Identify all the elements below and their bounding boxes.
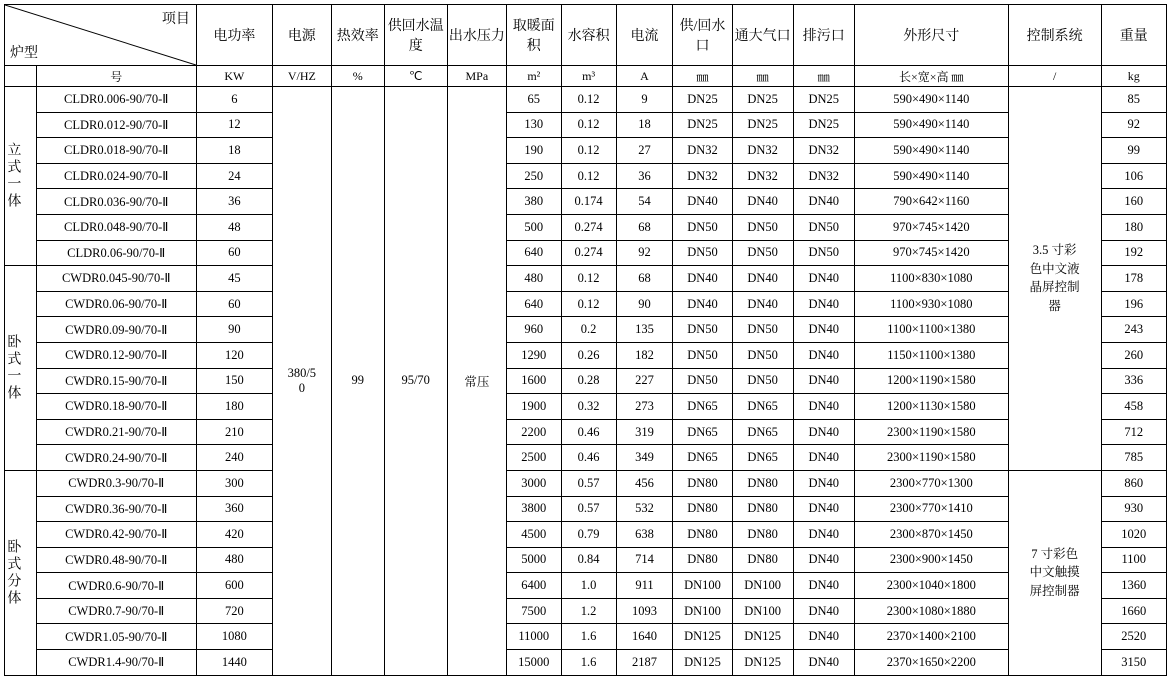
cell-weight: 92	[1101, 112, 1166, 138]
cell-heating-area: 2500	[506, 445, 561, 471]
cell-current: 18	[616, 112, 673, 138]
unit-efficiency: %	[331, 66, 384, 87]
cell-heating-area: 65	[506, 87, 561, 113]
table-row	[5, 394, 1167, 420]
cell-current: 911	[616, 573, 673, 599]
cell-air-vent: DN80	[732, 470, 793, 496]
cell-weight: 1020	[1101, 522, 1166, 548]
cell-heating-area: 15000	[506, 650, 561, 676]
cell-heating-area: 960	[506, 317, 561, 343]
cell-power: 120	[196, 342, 272, 368]
unit-air-vent: ㎜	[732, 66, 793, 87]
unit-current: A	[616, 66, 673, 87]
cell-dimensions: 590×490×1140	[854, 163, 1008, 189]
cell-weight: 180	[1101, 214, 1166, 240]
cell-water-port: DN80	[673, 547, 732, 573]
cell-water-port: DN32	[673, 138, 732, 164]
cell-water-port: DN50	[673, 342, 732, 368]
cell-heating-area: 250	[506, 163, 561, 189]
cell-model: CWDR0.42-90/70-Ⅱ	[36, 522, 196, 548]
table-row	[5, 240, 1167, 266]
table-row	[5, 266, 1167, 292]
cell-power: 360	[196, 496, 272, 522]
cell-dimensions: 590×490×1140	[854, 112, 1008, 138]
cell-water-port: DN40	[673, 189, 732, 215]
unit-water-volume: m³	[561, 66, 616, 87]
cell-weight: 1100	[1101, 547, 1166, 573]
cell-drain-port: DN32	[793, 138, 854, 164]
cell-air-vent: DN32	[732, 163, 793, 189]
unit-pressure: MPa	[447, 66, 506, 87]
table-row	[5, 650, 1167, 676]
cell-water-port: DN25	[673, 87, 732, 113]
cell-water-port: DN80	[673, 496, 732, 522]
cell-drain-port: DN40	[793, 470, 854, 496]
cell-water-volume: 1.0	[561, 573, 616, 599]
cell-air-vent: DN40	[732, 291, 793, 317]
table-row	[5, 547, 1167, 573]
header-drain-port: 排污口	[793, 5, 854, 66]
cell-drain-port: DN40	[793, 624, 854, 650]
table-row	[5, 189, 1167, 215]
cell-weight: 336	[1101, 368, 1166, 394]
cell-current: 182	[616, 342, 673, 368]
cell-dimensions: 970×745×1420	[854, 240, 1008, 266]
cell-model: CLDR0.006-90/70-Ⅱ	[36, 87, 196, 113]
cell-water-port: DN65	[673, 419, 732, 445]
cell-heating-area: 380	[506, 189, 561, 215]
cell-drain-port: DN40	[793, 189, 854, 215]
header-row-units	[5, 66, 1167, 87]
cell-heating-area: 3800	[506, 496, 561, 522]
specification-table	[4, 4, 1167, 676]
cell-water-port: DN50	[673, 317, 732, 343]
cell-power-supply: 380/5 0	[272, 87, 331, 676]
cell-weight: 85	[1101, 87, 1166, 113]
cell-drain-port: DN50	[793, 214, 854, 240]
cell-power: 12	[196, 112, 272, 138]
cell-water-volume: 0.84	[561, 547, 616, 573]
cell-water-volume: 0.12	[561, 266, 616, 292]
cell-heating-area: 190	[506, 138, 561, 164]
cell-current: 54	[616, 189, 673, 215]
cell-dimensions: 2300×1190×1580	[854, 419, 1008, 445]
cell-water-volume: 1.2	[561, 598, 616, 624]
cell-current: 319	[616, 419, 673, 445]
cell-weight: 785	[1101, 445, 1166, 471]
cell-power: 720	[196, 598, 272, 624]
cell-weight: 1660	[1101, 598, 1166, 624]
cell-power: 60	[196, 291, 272, 317]
cell-weight: 3150	[1101, 650, 1166, 676]
cell-drain-port: DN40	[793, 445, 854, 471]
cell-current: 36	[616, 163, 673, 189]
cell-water-port: DN25	[673, 112, 732, 138]
cell-dimensions: 590×490×1140	[854, 87, 1008, 113]
header-air-vent: 通大气口	[732, 5, 793, 66]
cell-dimensions: 2300×1040×1800	[854, 573, 1008, 599]
header-weight: 重量	[1101, 5, 1166, 66]
cell-air-vent: DN125	[732, 650, 793, 676]
cell-air-vent: DN25	[732, 87, 793, 113]
cell-drain-port: DN40	[793, 394, 854, 420]
cell-water-port: DN125	[673, 624, 732, 650]
cell-weight: 1360	[1101, 573, 1166, 599]
cell-power: 1080	[196, 624, 272, 650]
cell-dimensions: 2370×1650×2200	[854, 650, 1008, 676]
corner-diagonal-cell	[5, 5, 197, 66]
cell-power: 24	[196, 163, 272, 189]
cell-water-volume: 0.46	[561, 419, 616, 445]
cell-air-vent: DN100	[732, 598, 793, 624]
table-row	[5, 624, 1167, 650]
cell-water-port: DN80	[673, 522, 732, 548]
cell-water-volume: 0.2	[561, 317, 616, 343]
unit-water-port: ㎜	[673, 66, 732, 87]
cell-model: CWDR1.4-90/70-Ⅱ	[36, 650, 196, 676]
cell-temperature: 95/70	[384, 87, 447, 676]
group-label-cell: 卧式分体	[5, 470, 37, 675]
cell-weight: 930	[1101, 496, 1166, 522]
cell-heating-area: 640	[506, 240, 561, 266]
cell-air-vent: DN80	[732, 522, 793, 548]
header-temperature: 供回水温度	[384, 5, 447, 66]
cell-control-system-1: 3.5 寸彩 色中文液 晶屏控制 器	[1008, 87, 1101, 471]
cell-water-port: DN40	[673, 291, 732, 317]
header-current: 电流	[616, 5, 673, 66]
cell-weight: 106	[1101, 163, 1166, 189]
cell-pressure: 常压	[447, 87, 506, 676]
cell-current: 532	[616, 496, 673, 522]
cell-dimensions: 2300×1190×1580	[854, 445, 1008, 471]
cell-model: CLDR0.048-90/70-Ⅱ	[36, 214, 196, 240]
cell-model: CLDR0.06-90/70-Ⅱ	[36, 240, 196, 266]
cell-model: CWDR0.09-90/70-Ⅱ	[36, 317, 196, 343]
table-row	[5, 138, 1167, 164]
corner-label-type: 炉型	[10, 46, 38, 61]
unit-weight: kg	[1101, 66, 1166, 87]
cell-power: 210	[196, 419, 272, 445]
cell-water-port: DN50	[673, 240, 732, 266]
cell-drain-port: DN25	[793, 112, 854, 138]
cell-heating-area: 500	[506, 214, 561, 240]
cell-weight: 243	[1101, 317, 1166, 343]
header-efficiency: 热效率	[331, 5, 384, 66]
table-row	[5, 317, 1167, 343]
unit-heating-area: m²	[506, 66, 561, 87]
header-water-port: 供/回水口	[673, 5, 732, 66]
cell-power: 480	[196, 547, 272, 573]
cell-water-volume: 0.57	[561, 496, 616, 522]
cell-dimensions: 590×490×1140	[854, 138, 1008, 164]
cell-power: 60	[196, 240, 272, 266]
header-control-system: 控制系统	[1008, 5, 1101, 66]
cell-drain-port: DN40	[793, 419, 854, 445]
cell-dimensions: 2300×770×1410	[854, 496, 1008, 522]
cell-model: CWDR0.7-90/70-Ⅱ	[36, 598, 196, 624]
cell-current: 1640	[616, 624, 673, 650]
cell-dimensions: 2300×770×1300	[854, 470, 1008, 496]
header-supply: 电源	[272, 5, 331, 66]
cell-drain-port: DN40	[793, 317, 854, 343]
cell-power: 600	[196, 573, 272, 599]
cell-power: 45	[196, 266, 272, 292]
cell-current: 638	[616, 522, 673, 548]
cell-power: 300	[196, 470, 272, 496]
cell-current: 135	[616, 317, 673, 343]
cell-current: 9	[616, 87, 673, 113]
cell-heating-area: 4500	[506, 522, 561, 548]
cell-model: CWDR0.15-90/70-Ⅱ	[36, 368, 196, 394]
cell-power: 18	[196, 138, 272, 164]
cell-weight: 160	[1101, 189, 1166, 215]
table-row	[5, 598, 1167, 624]
cell-power: 48	[196, 214, 272, 240]
cell-current: 2187	[616, 650, 673, 676]
table-row	[5, 470, 1167, 496]
cell-drain-port: DN40	[793, 342, 854, 368]
cell-water-volume: 0.28	[561, 368, 616, 394]
table-row	[5, 214, 1167, 240]
cell-water-volume: 0.32	[561, 394, 616, 420]
cell-water-volume: 1.6	[561, 624, 616, 650]
cell-weight: 2520	[1101, 624, 1166, 650]
cell-model: CLDR0.018-90/70-Ⅱ	[36, 138, 196, 164]
table-row	[5, 522, 1167, 548]
cell-water-port: DN65	[673, 394, 732, 420]
cell-power: 6	[196, 87, 272, 113]
group-label-cell: 立式一体	[5, 87, 37, 266]
cell-power: 240	[196, 445, 272, 471]
cell-weight: 178	[1101, 266, 1166, 292]
cell-dimensions: 2300×900×1450	[854, 547, 1008, 573]
cell-dimensions: 1100×1100×1380	[854, 317, 1008, 343]
cell-air-vent: DN40	[732, 189, 793, 215]
cell-water-volume: 0.12	[561, 112, 616, 138]
cell-model: CLDR0.036-90/70-Ⅱ	[36, 189, 196, 215]
cell-drain-port: DN40	[793, 598, 854, 624]
cell-control-system-2: 7 寸彩色 中文触摸 屏控制器	[1008, 470, 1101, 675]
cell-air-vent: DN100	[732, 573, 793, 599]
cell-water-volume: 0.57	[561, 470, 616, 496]
cell-heating-area: 1290	[506, 342, 561, 368]
cell-air-vent: DN32	[732, 138, 793, 164]
cell-weight: 99	[1101, 138, 1166, 164]
cell-heating-area: 640	[506, 291, 561, 317]
cell-air-vent: DN25	[732, 112, 793, 138]
cell-weight: 192	[1101, 240, 1166, 266]
cell-current: 27	[616, 138, 673, 164]
cell-heating-area: 1600	[506, 368, 561, 394]
cell-water-port: DN40	[673, 266, 732, 292]
cell-water-port: DN32	[673, 163, 732, 189]
cell-water-port: DN65	[673, 445, 732, 471]
group-label-cell: 卧式一体	[5, 266, 37, 471]
cell-water-volume: 0.26	[561, 342, 616, 368]
cell-dimensions: 2370×1400×2100	[854, 624, 1008, 650]
cell-model: CWDR0.24-90/70-Ⅱ	[36, 445, 196, 471]
cell-air-vent: DN80	[732, 496, 793, 522]
header-dimensions: 外形尺寸	[854, 5, 1008, 66]
table-row	[5, 87, 1167, 113]
cell-model: CWDR1.05-90/70-Ⅱ	[36, 624, 196, 650]
table-row	[5, 342, 1167, 368]
cell-air-vent: DN65	[732, 419, 793, 445]
group-column-type	[5, 66, 37, 87]
cell-dimensions: 2300×1080×1880	[854, 598, 1008, 624]
cell-power: 36	[196, 189, 272, 215]
cell-current: 68	[616, 266, 673, 292]
cell-current: 90	[616, 291, 673, 317]
cell-current: 68	[616, 214, 673, 240]
cell-heating-area: 3000	[506, 470, 561, 496]
cell-model: CWDR0.18-90/70-Ⅱ	[36, 394, 196, 420]
cell-model: CWDR0.045-90/70-Ⅱ	[36, 266, 196, 292]
cell-current: 92	[616, 240, 673, 266]
cell-water-volume: 0.174	[561, 189, 616, 215]
cell-dimensions: 1200×1190×1580	[854, 368, 1008, 394]
header-water-volume: 水容积	[561, 5, 616, 66]
cell-drain-port: DN40	[793, 522, 854, 548]
cell-drain-port: DN25	[793, 87, 854, 113]
cell-dimensions: 2300×870×1450	[854, 522, 1008, 548]
cell-heating-area: 6400	[506, 573, 561, 599]
cell-drain-port: DN40	[793, 291, 854, 317]
cell-current: 1093	[616, 598, 673, 624]
cell-water-port: DN50	[673, 214, 732, 240]
cell-current: 714	[616, 547, 673, 573]
cell-power: 420	[196, 522, 272, 548]
cell-water-volume: 0.12	[561, 163, 616, 189]
header-power: 电功率	[196, 5, 272, 66]
cell-water-volume: 1.6	[561, 650, 616, 676]
table-row	[5, 419, 1167, 445]
cell-current: 273	[616, 394, 673, 420]
cell-drain-port: DN40	[793, 266, 854, 292]
cell-heating-area: 5000	[506, 547, 561, 573]
cell-model: CWDR0.06-90/70-Ⅱ	[36, 291, 196, 317]
cell-model: CLDR0.024-90/70-Ⅱ	[36, 163, 196, 189]
table-row	[5, 445, 1167, 471]
cell-drain-port: DN40	[793, 368, 854, 394]
cell-air-vent: DN40	[732, 266, 793, 292]
cell-water-volume: 0.274	[561, 214, 616, 240]
cell-model: CWDR0.3-90/70-Ⅱ	[36, 470, 196, 496]
table-body	[5, 87, 1167, 676]
cell-air-vent: DN50	[732, 240, 793, 266]
cell-air-vent: DN65	[732, 445, 793, 471]
cell-water-volume: 0.12	[561, 87, 616, 113]
cell-power: 1440	[196, 650, 272, 676]
cell-current: 349	[616, 445, 673, 471]
table-row	[5, 112, 1167, 138]
cell-drain-port: DN32	[793, 163, 854, 189]
unit-dimensions: 长×宽×高 ㎜	[854, 66, 1008, 87]
cell-heating-area: 130	[506, 112, 561, 138]
cell-drain-port: DN40	[793, 496, 854, 522]
cell-power: 150	[196, 368, 272, 394]
cell-model: CWDR0.6-90/70-Ⅱ	[36, 573, 196, 599]
unit-supply: V/HZ	[272, 66, 331, 87]
table-row	[5, 163, 1167, 189]
cell-drain-port: DN40	[793, 650, 854, 676]
cell-weight: 712	[1101, 419, 1166, 445]
cell-drain-port: DN50	[793, 240, 854, 266]
cell-water-port: DN50	[673, 368, 732, 394]
cell-model: CWDR0.36-90/70-Ⅱ	[36, 496, 196, 522]
cell-dimensions: 1150×1100×1380	[854, 342, 1008, 368]
cell-weight: 260	[1101, 342, 1166, 368]
cell-current: 227	[616, 368, 673, 394]
cell-air-vent: DN65	[732, 394, 793, 420]
corner-label-project: 项目	[161, 12, 190, 27]
table-row	[5, 291, 1167, 317]
cell-water-volume: 0.274	[561, 240, 616, 266]
table-row	[5, 496, 1167, 522]
cell-model: CWDR0.12-90/70-Ⅱ	[36, 342, 196, 368]
cell-heating-area: 7500	[506, 598, 561, 624]
cell-water-volume: 0.46	[561, 445, 616, 471]
cell-air-vent: DN50	[732, 317, 793, 343]
cell-weight: 196	[1101, 291, 1166, 317]
cell-water-port: DN100	[673, 573, 732, 599]
table-row	[5, 368, 1167, 394]
cell-water-volume: 0.12	[561, 138, 616, 164]
cell-efficiency: 99	[331, 87, 384, 676]
cell-heating-area: 11000	[506, 624, 561, 650]
cell-heating-area: 2200	[506, 419, 561, 445]
unit-control-system: /	[1008, 66, 1101, 87]
cell-model: CWDR0.21-90/70-Ⅱ	[36, 419, 196, 445]
cell-drain-port: DN40	[793, 547, 854, 573]
unit-drain-port: ㎜	[793, 66, 854, 87]
cell-dimensions: 1100×830×1080	[854, 266, 1008, 292]
cell-dimensions: 970×745×1420	[854, 214, 1008, 240]
cell-power: 90	[196, 317, 272, 343]
cell-water-port: DN80	[673, 470, 732, 496]
cell-heating-area: 1900	[506, 394, 561, 420]
header-pressure: 出水压力	[447, 5, 506, 66]
cell-water-port: DN125	[673, 650, 732, 676]
table-row	[5, 573, 1167, 599]
cell-weight: 458	[1101, 394, 1166, 420]
header-heating-area: 取暖面积	[506, 5, 561, 66]
cell-dimensions: 790×642×1160	[854, 189, 1008, 215]
cell-drain-port: DN40	[793, 573, 854, 599]
cell-water-volume: 0.12	[561, 291, 616, 317]
cell-model: CWDR0.48-90/70-Ⅱ	[36, 547, 196, 573]
cell-air-vent: DN125	[732, 624, 793, 650]
cell-power: 180	[196, 394, 272, 420]
cell-air-vent: DN50	[732, 368, 793, 394]
unit-power: KW	[196, 66, 272, 87]
cell-weight: 860	[1101, 470, 1166, 496]
cell-current: 456	[616, 470, 673, 496]
cell-model: CLDR0.012-90/70-Ⅱ	[36, 112, 196, 138]
unit-temperature: ℃	[384, 66, 447, 87]
cell-water-port: DN100	[673, 598, 732, 624]
cell-air-vent: DN50	[732, 342, 793, 368]
cell-dimensions: 1200×1130×1580	[854, 394, 1008, 420]
cell-air-vent: DN80	[732, 547, 793, 573]
cell-heating-area: 480	[506, 266, 561, 292]
cell-water-volume: 0.79	[561, 522, 616, 548]
cell-air-vent: DN50	[732, 214, 793, 240]
cell-dimensions: 1100×930×1080	[854, 291, 1008, 317]
unit-model: 号	[36, 66, 196, 87]
